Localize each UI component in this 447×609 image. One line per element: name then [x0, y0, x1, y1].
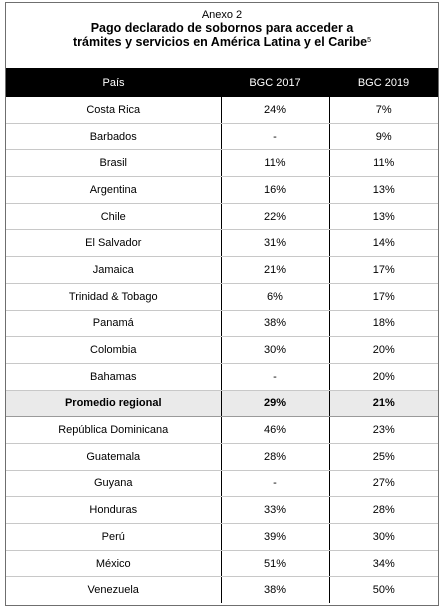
table-row	[6, 230, 438, 257]
bgc2017-cell: 6%	[221, 283, 329, 310]
country-cell: Guyana	[6, 470, 221, 497]
bgc2017-cell: 39%	[221, 524, 329, 551]
bgc2019-cell: 11%	[329, 150, 438, 177]
bgc2017-cell: 16%	[221, 177, 329, 204]
column-header-bgc2019: BGC 2019	[329, 68, 438, 97]
bgc2019-cell: 17%	[329, 283, 438, 310]
country-cell: Panamá	[6, 310, 221, 337]
footnote-marker: 5	[367, 37, 372, 44]
table-row	[6, 577, 438, 603]
bgc2017-cell: 21%	[221, 257, 329, 284]
table-row	[6, 524, 438, 551]
table-row	[6, 443, 438, 470]
table-row	[6, 97, 438, 123]
country-cell: Promedio regional	[6, 390, 221, 417]
table-row	[6, 497, 438, 524]
bgc2019-cell: 28%	[329, 497, 438, 524]
title-line-1: Pago declarado de sobornos para acceder a	[90, 21, 354, 35]
country-cell: Barbados	[6, 123, 221, 150]
bgc2017-cell: 30%	[221, 337, 329, 364]
country-cell: Trinidad & Tobago	[6, 283, 221, 310]
table-row	[6, 257, 438, 284]
bgc2017-cell: 28%	[221, 443, 329, 470]
bgc2019-cell: 34%	[329, 550, 438, 577]
table-row	[6, 417, 438, 444]
bgc2017-cell: -	[221, 363, 329, 390]
annex-table-frame	[5, 2, 439, 606]
bgc2019-cell: 27%	[329, 470, 438, 497]
country-cell: Colombia	[6, 337, 221, 364]
table-row	[6, 550, 438, 577]
bgc2019-cell: 7%	[329, 97, 438, 123]
table-header-block	[6, 3, 438, 68]
bgc2017-cell: 29%	[221, 390, 329, 417]
table-row	[6, 177, 438, 204]
bgc2019-cell: 13%	[329, 203, 438, 230]
bgc2017-cell: 46%	[221, 417, 329, 444]
annex-label: Anexo 2	[201, 9, 243, 21]
table-row	[6, 123, 438, 150]
country-cell: Bahamas	[6, 363, 221, 390]
table-row	[6, 470, 438, 497]
bgc2019-cell: 9%	[329, 123, 438, 150]
table-row	[6, 337, 438, 364]
bgc2017-cell: 38%	[221, 577, 329, 603]
country-cell: El Salvador	[6, 230, 221, 257]
bgc2019-cell: 14%	[329, 230, 438, 257]
bgc2017-cell: -	[221, 470, 329, 497]
bgc2017-cell: 22%	[221, 203, 329, 230]
table-row	[6, 363, 438, 390]
bgc2017-cell: 38%	[221, 310, 329, 337]
bgc2017-cell: 51%	[221, 550, 329, 577]
title-line-2: trámites y servicios en América Latina y el Caribe	[72, 35, 368, 49]
country-cell: Argentina	[6, 177, 221, 204]
bgc2019-cell: 17%	[329, 257, 438, 284]
column-header-row	[6, 68, 438, 97]
bribery-table	[6, 68, 438, 603]
table-row	[6, 203, 438, 230]
bgc2019-cell: 20%	[329, 363, 438, 390]
bgc2019-cell: 20%	[329, 337, 438, 364]
table-body	[6, 97, 438, 603]
country-cell: México	[6, 550, 221, 577]
country-cell: Brasil	[6, 150, 221, 177]
bgc2017-cell: 31%	[221, 230, 329, 257]
country-cell: Guatemala	[6, 443, 221, 470]
country-cell: Chile	[6, 203, 221, 230]
column-header-bgc2017: BGC 2017	[221, 68, 329, 97]
bgc2019-cell: 25%	[329, 443, 438, 470]
bgc2017-cell: 11%	[221, 150, 329, 177]
bgc2019-cell: 23%	[329, 417, 438, 444]
bgc2019-cell: 21%	[329, 390, 438, 417]
bgc2019-cell: 50%	[372, 584, 395, 597]
country-cell: Venezuela	[6, 577, 221, 603]
country-cell: Jamaica	[6, 257, 221, 284]
table-row-regional-average	[6, 390, 438, 417]
country-cell: República Dominicana	[6, 417, 221, 444]
country-cell: Honduras	[6, 497, 221, 524]
table-row	[6, 310, 438, 337]
bgc2019-cell: 30%	[329, 524, 438, 551]
table-row	[6, 150, 438, 177]
country-cell: Perú	[6, 524, 221, 551]
table-title	[6, 21, 438, 49]
country-cell: Costa Rica	[6, 97, 221, 123]
column-header-country: País	[6, 68, 221, 97]
table-row	[6, 283, 438, 310]
bgc2017-cell: 24%	[221, 97, 329, 123]
bgc2019-cell: 18%	[329, 310, 438, 337]
bgc2017-cell: -	[221, 123, 329, 150]
bgc2017-cell: 33%	[221, 497, 329, 524]
bgc2019-cell: 13%	[329, 177, 438, 204]
